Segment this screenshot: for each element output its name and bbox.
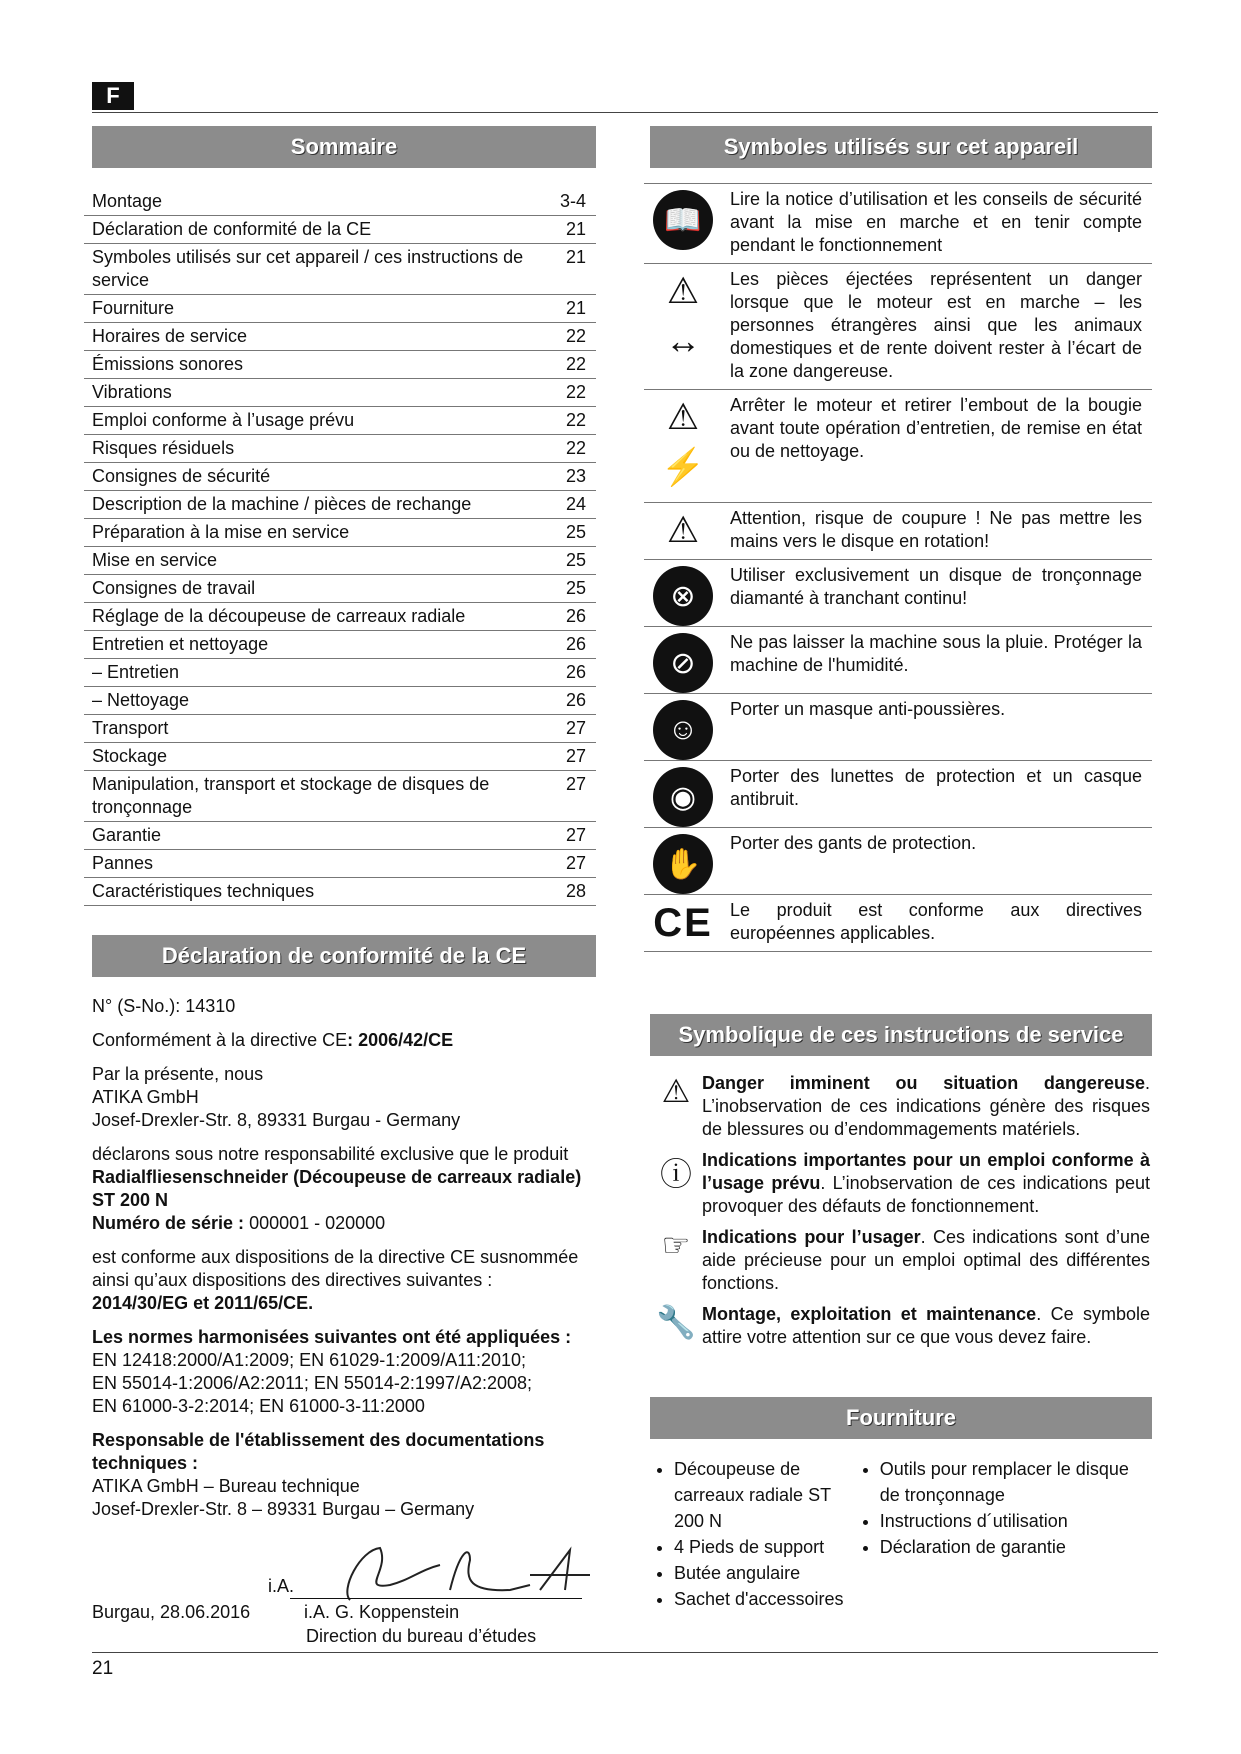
toc-label: Symboles utilisés sur cet appareil / ces instructions de service: [92, 247, 524, 290]
directive-line: Conformément à la directive CE: 2006/42/CE: [92, 1030, 454, 1050]
supply-item: • Butée angulaire: [674, 1560, 856, 1586]
toc-label: Manipulation, transport et stockage de disques de tronçonnage: [92, 774, 490, 817]
toc-row: [84, 519, 596, 547]
toc-page: 24: [565, 494, 586, 514]
toc-label: – Entretien: [92, 662, 180, 682]
toc-label: Consignes de travail: [92, 578, 256, 598]
symbol-icons: [644, 694, 722, 760]
toc-page: 27: [565, 746, 586, 766]
toc-row: [84, 575, 596, 603]
toc-page: 26: [565, 690, 586, 710]
legend-text: Danger imminent ou situation dangereuse. L’inobservation de ces indications génère des risques de blessures ou d’endommagements matériels.: [702, 1073, 1150, 1139]
legend-item: [650, 1303, 1150, 1349]
toc-row: [84, 216, 596, 244]
legend-text: Indications importantes pour un emploi conforme à l’usage prévu. L’inobservation de ces indications peut provoquer des défauts de fonctionnement.: [702, 1150, 1150, 1216]
symbol-icons: [644, 390, 722, 502]
toc-page: 26: [565, 606, 586, 626]
symbol-row: [644, 693, 1152, 760]
legend-item: [650, 1226, 1150, 1295]
toc-row: [84, 771, 596, 822]
manufacturer-intro: Par la présente, nous ATIKA GmbH Josef-Drexler-Str. 8, 89331 Burgau - Germany: [92, 1064, 461, 1130]
symbol-icons: [644, 828, 722, 894]
toc-page: 25: [565, 522, 586, 542]
supply-item: • Sachet d'accessoires: [674, 1586, 856, 1612]
symbol-description: Arrêter le moteur et retirer l’embout de la bougie avant toute opération d’entretien, de remise en état ou de nettoyage.: [730, 395, 1142, 461]
symbol-row: [644, 626, 1152, 693]
symbol-icons: [644, 761, 722, 827]
toc-page: 26: [565, 662, 586, 682]
toc-label: Description de la machine / pièces de rechange: [92, 494, 472, 514]
symbol-description: Porter un masque anti-poussières.: [730, 699, 1006, 719]
toc-row: [84, 659, 596, 687]
declaration-body: [92, 995, 612, 1532]
toc-label: Garantie: [92, 825, 162, 845]
toc-row: [84, 244, 596, 295]
symbol-row: [644, 559, 1152, 626]
toc-heading: Sommaire: [92, 126, 596, 168]
legend-item: [650, 1149, 1150, 1218]
symbol-row: [644, 894, 1152, 952]
table-of-contents: [84, 188, 596, 906]
toc-label: Transport: [92, 718, 169, 738]
symbol-row: [644, 760, 1152, 827]
header-rule: [92, 112, 1158, 113]
toc-page: 21: [565, 298, 586, 318]
symbol-description: Lire la notice d’utilisation et les conseils de sécurité avant la mise en marche et en tenir compte pendant le fonctionnement: [730, 189, 1142, 255]
supply-item: • Découpeuse de carreaux radiale ST 200 N: [674, 1456, 856, 1534]
toc-label: Emploi conforme à l’usage prévu: [92, 410, 355, 430]
declaration-heading: Déclaration de conformité de la CE: [92, 935, 596, 977]
toc-row: [84, 715, 596, 743]
info-icon: ⓘ: [659, 1156, 692, 1192]
toc-row: [84, 687, 596, 715]
toc-row: [84, 878, 596, 906]
legend-list: [650, 1072, 1150, 1357]
toc-row: [84, 822, 596, 850]
gloves-icon: ✋: [653, 834, 713, 894]
toc-label: Mise en service: [92, 550, 218, 570]
symbol-description: Porter des gants de protection.: [730, 833, 977, 853]
supply-item: • 4 Pieds de support: [674, 1534, 856, 1560]
toc-label: – Nettoyage: [92, 690, 190, 710]
symbol-row: [644, 183, 1152, 263]
toc-row: [84, 435, 596, 463]
toc-page: 26: [565, 634, 586, 654]
toc-row: [84, 743, 596, 771]
toc-label: Entretien et nettoyage: [92, 634, 269, 654]
supplies-heading: Fourniture: [650, 1397, 1152, 1439]
toc-page: 27: [565, 853, 586, 873]
no-rain-icon: ⊘: [653, 633, 713, 693]
toc-label: Consignes de sécurité: [92, 466, 271, 486]
toc-page: 27: [565, 774, 586, 794]
symbol-row: [644, 263, 1152, 389]
toc-page: 22: [565, 354, 586, 374]
symbol-description: Le produit est conforme aux directives européennes applicables.: [730, 900, 1142, 943]
spark-plug-icon: ⚡: [660, 446, 706, 487]
goggles-ear-protection-icon: ◉: [653, 767, 713, 827]
toc-label: Risques résiduels: [92, 438, 235, 458]
pointing-hand-icon: ☞: [661, 1227, 691, 1263]
footer-rule: [92, 1652, 1158, 1653]
dust-mask-icon: ☺: [653, 700, 713, 760]
toc-label: Émissions sonores: [92, 354, 244, 374]
legend-item: [650, 1072, 1150, 1141]
language-badge: F: [92, 82, 134, 110]
toc-page: 27: [565, 718, 586, 738]
symbol-icons: [644, 503, 722, 559]
toc-page: 21: [565, 219, 586, 239]
signature-line: [290, 1598, 582, 1599]
toc-page: 25: [565, 578, 586, 598]
toc-label: Caractéristiques techniques: [92, 881, 315, 901]
toc-label: Vibrations: [92, 382, 172, 402]
toc-label: Préparation à la mise en service: [92, 522, 350, 542]
supply-item: • Outils pour remplacer le disque de tronçonnage: [880, 1456, 1150, 1508]
legend-heading: Symbolique de ces instructions de service: [650, 1014, 1152, 1056]
ia-label: i.A.: [268, 1576, 295, 1596]
toc-row: [84, 295, 596, 323]
toc-row: [84, 351, 596, 379]
symbol-icons: [644, 264, 722, 389]
toc-page: 27: [565, 825, 586, 845]
toc-row: [84, 603, 596, 631]
toc-label: Pannes: [92, 853, 154, 873]
toc-row: [84, 323, 596, 351]
place-date: Burgau, 28.06.2016: [92, 1602, 251, 1622]
symbol-icons: [644, 184, 722, 263]
toc-label: Réglage de la découpeuse de carreaux radiale: [92, 606, 466, 626]
signatory: i.A. G. Koppenstein: [304, 1602, 460, 1622]
serial-line: N° (S-No.): 14310: [92, 996, 236, 1016]
keep-distance-icon: ↔: [665, 320, 701, 361]
cut-hazard-icon: ⚠: [666, 509, 700, 550]
signatory-title: Direction du bureau d’études: [306, 1626, 537, 1646]
wrench-icon: 🔧: [656, 1304, 696, 1340]
warning-triangle-icon: ⚠: [666, 396, 700, 437]
supplies-list: [650, 1456, 1150, 1612]
toc-row: [84, 379, 596, 407]
read-manual-icon: 📖: [653, 190, 713, 250]
toc-row: [84, 491, 596, 519]
toc-page: 22: [565, 438, 586, 458]
toc-page: 21: [565, 247, 586, 267]
toc-row: [84, 463, 596, 491]
toc-row: [84, 547, 596, 575]
symbol-description: Ne pas laisser la machine sous la pluie. Protéger la machine de l'humidité.: [730, 632, 1142, 675]
symbols-table: [644, 183, 1152, 952]
toc-page: 22: [565, 326, 586, 346]
supply-item: • Déclaration de garantie: [880, 1534, 1150, 1560]
symbol-description: Attention, risque de coupure ! Ne pas mettre les mains vers le disque en rotation!: [730, 508, 1142, 551]
toc-page: 22: [565, 410, 586, 430]
symbol-row: [644, 502, 1152, 559]
no-toothed-disc-icon: ⊗: [653, 566, 713, 626]
supply-item: • Instructions d´utilisation: [880, 1508, 1150, 1534]
symbol-row: [644, 827, 1152, 894]
responsible-party: Responsable de l'établissement des documentations techniques : ATIKA GmbH – Bureau technique Josef-Drexler-Str. 8 – 89331 Burgau – Germany: [92, 1430, 545, 1519]
toc-label: Horaires de service: [92, 326, 248, 346]
toc-row: [84, 407, 596, 435]
symbol-icons: [644, 627, 722, 693]
toc-label: Fourniture: [92, 298, 175, 318]
symbol-icons: [644, 895, 722, 951]
toc-row: [84, 188, 596, 216]
symbols-heading: Symboles utilisés sur cet appareil: [650, 126, 1152, 168]
toc-row: [84, 631, 596, 659]
toc-page: 22: [565, 382, 586, 402]
toc-label: Stockage: [92, 746, 168, 766]
legend-text: Montage, exploitation et maintenance. Ce symbole attire votre attention sur ce que vous devez faire.: [702, 1304, 1151, 1347]
norms: Les normes harmonisées suivantes ont été appliquées : EN 12418:2000/A1:2009; EN 61029-1:2009/A11:2010; EN 55014-1:2006/A2:2011; EN 55014-2:1997/A2:2008; EN 61000-3-2:2014; EN 61000-3-11:2000: [92, 1327, 572, 1416]
symbol-description: Les pièces éjectées représentent un danger lorsque que le moteur est en marche – les personnes étrangères ainsi que les animaux domestiques et de rente doivent rester à l’écart de la zone dangereuse.: [730, 269, 1142, 381]
toc-page: 3-4: [559, 191, 586, 211]
toc-page: 28: [565, 881, 586, 901]
toc-row: [84, 850, 596, 878]
page-number: 21: [92, 1658, 114, 1679]
conformity-text: est conforme aux dispositions de la directive CE susnommée ainsi qu’aux dispositions des directives suivantes : 2014/30/EG et 2011/65/CE.: [92, 1247, 579, 1313]
danger-icon: ⚠: [661, 1073, 691, 1109]
ce-mark-icon: CE: [653, 901, 713, 945]
ejected-parts-warning-icon: ⚠: [666, 270, 700, 311]
toc-page: 23: [565, 466, 586, 486]
symbol-description: Porter des lunettes de protection et un casque antibruit.: [730, 766, 1142, 809]
toc-page: 25: [565, 550, 586, 570]
product-declaration: déclarons sous notre responsabilité exclusive que le produit Radialfliesenschneider (Découpeuse de carreaux radiale) ST 200 N Numéro de série : 000001 - 020000: [92, 1144, 582, 1233]
legend-text: Indications pour l’usager. Ces indications sont d’une aide précieuse pour un emploi optimal des différentes fonctions.: [702, 1227, 1150, 1293]
symbol-description: Utiliser exclusivement un disque de tronçonnage diamanté à tranchant continu!: [730, 565, 1142, 608]
symbol-icons: [644, 560, 722, 626]
toc-label: Déclaration de conformité de la CE: [92, 219, 372, 239]
symbol-row: [644, 389, 1152, 502]
toc-label: Montage: [92, 191, 163, 211]
